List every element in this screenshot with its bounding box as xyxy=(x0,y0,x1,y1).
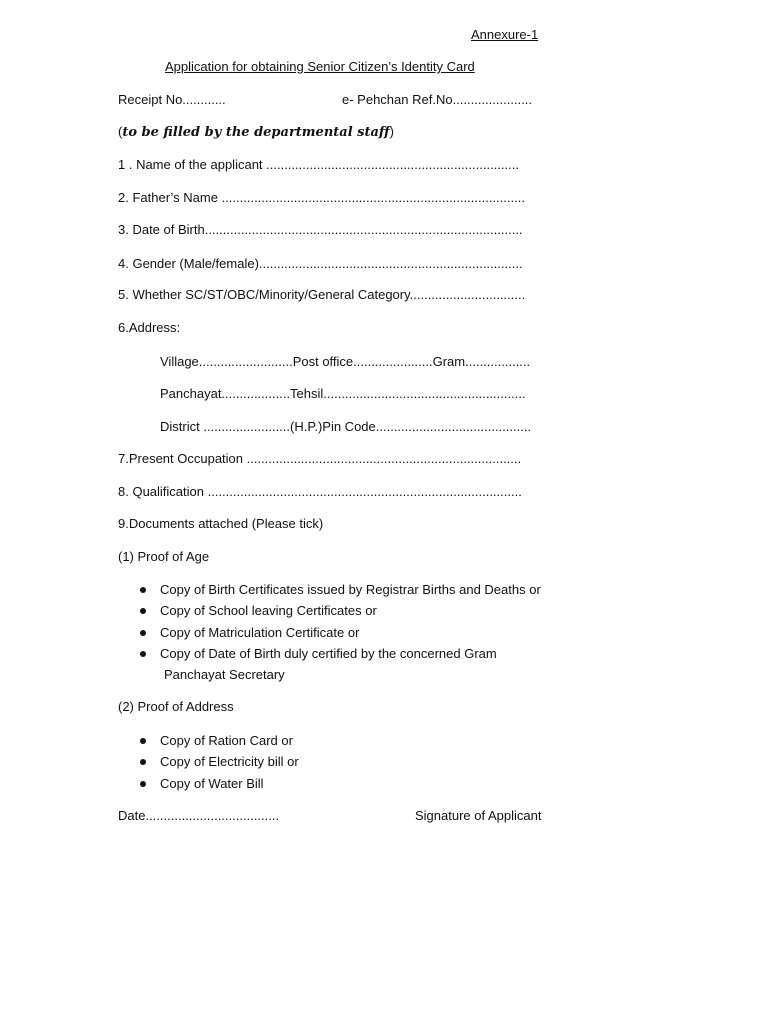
proof-age-item-continuation: Panchayat Secretary xyxy=(164,667,285,682)
pehchan-ref-field: e- Pehchan Ref.No...................... xyxy=(342,92,533,107)
proof-age-item: Copy of Matriculation Certificate or xyxy=(160,625,360,640)
bullet-icon xyxy=(140,738,146,744)
bullet-icon xyxy=(140,608,146,614)
gender-field: 4. Gender (Male/female)......................................................................... xyxy=(118,256,523,271)
proof-age-item: Copy of Birth Certificates issued by Registrar Births and Deaths or xyxy=(160,582,541,597)
bullet-icon xyxy=(140,759,146,765)
proof-age-item: Copy of School leaving Certificates or xyxy=(160,603,377,618)
receipt-no-field: Receipt No............ xyxy=(118,92,226,107)
applicant-name-field: 1 . Name of the applicant ...................................................................... xyxy=(118,157,519,172)
proof-of-age-heading: (1) Proof of Age xyxy=(118,549,210,564)
annexure-label: Annexure-1 xyxy=(471,27,539,42)
address-line-panchayat: Panchayat...................Tehsil........................................................ xyxy=(160,386,526,401)
bullet-icon xyxy=(140,630,146,636)
address-line-village: Village..........................Post office......................Gram.................. xyxy=(160,354,531,369)
address-line-district: District ........................(H.P.)Pin Code........................................... xyxy=(160,419,532,434)
address-heading: 6.Address: xyxy=(118,320,181,335)
qualification-field: 8. Qualification ....................................................................................... xyxy=(118,484,522,499)
proof-address-item: Copy of Electricity bill or xyxy=(160,754,299,769)
proof-address-item: Copy of Water Bill xyxy=(160,776,264,791)
bullet-icon xyxy=(140,587,146,593)
category-field: 5. Whether SC/ST/OBC/Minority/General Category................................ xyxy=(118,287,526,302)
proof-age-item: Copy of Date of Birth duly certified by the concerned Gram xyxy=(160,646,497,661)
documents-heading: 9.Documents attached (Please tick) xyxy=(118,516,324,531)
occupation-field: 7.Present Occupation ............................................................................ xyxy=(118,451,522,466)
form-title: Application for obtaining Senior Citizen’s Identity Card xyxy=(165,59,475,74)
bullet-icon xyxy=(140,651,146,657)
father-name-field: 2. Father’s Name .................................................................................... xyxy=(118,190,525,205)
date-field: Date..................................... xyxy=(118,808,280,823)
proof-address-item: Copy of Ration Card or xyxy=(160,733,293,748)
bullet-icon xyxy=(140,781,146,787)
staff-note xyxy=(118,124,394,141)
staff-note-text: to be filled by the departmental staff xyxy=(122,125,390,140)
staff-note-open: ( xyxy=(118,124,123,139)
date-of-birth-field: 3. Date of Birth........................................................................................ xyxy=(118,222,523,237)
staff-note-close: ) xyxy=(389,124,395,139)
signature-label: Signature of Applicant xyxy=(415,808,542,823)
proof-of-address-heading: (2) Proof of Address xyxy=(118,699,234,714)
